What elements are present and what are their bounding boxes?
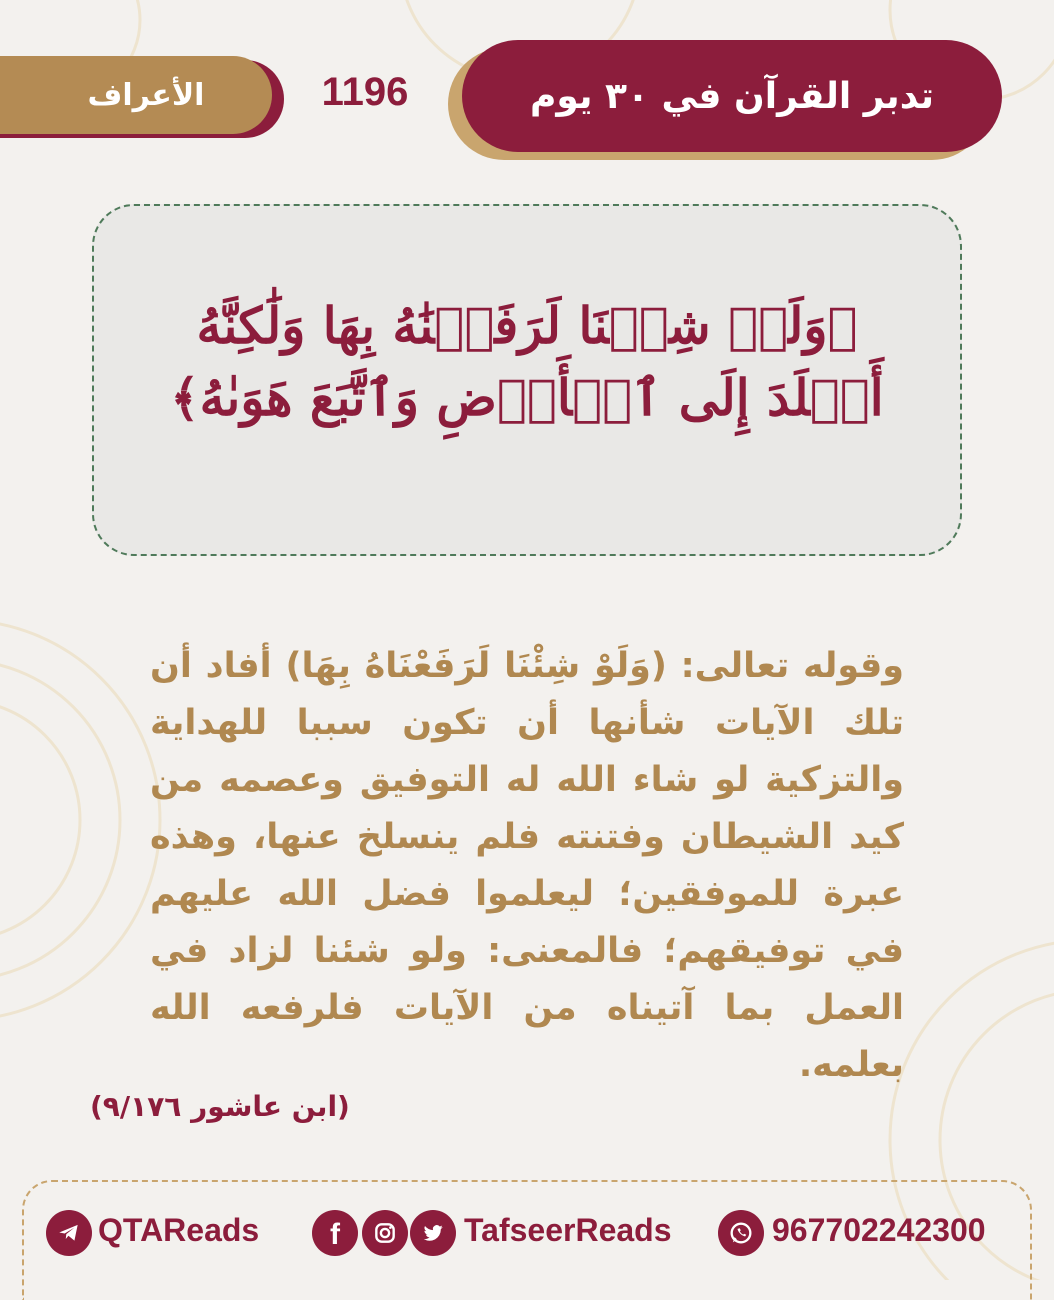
surah-name-banner [0, 56, 272, 134]
telegram-icon[interactable] [46, 1210, 92, 1256]
source-citation: (ابن عاشور ٩/١٧٦) [90, 1090, 350, 1123]
whatsapp-number[interactable]: 967702242300 [772, 1212, 986, 1248]
verse-line-1: ﴿وَلَوۡ شِئۡنَا لَرَفَعۡنَٰهُ بِهَا وَلَٰكِنَّهُ [196, 296, 858, 355]
whatsapp-icon[interactable] [718, 1210, 764, 1256]
instagram-icon[interactable] [362, 1210, 408, 1256]
series-title: تدبر القرآن في ٣٠ يوم [529, 75, 934, 117]
facebook-icon[interactable]: f [312, 1210, 358, 1256]
surah-name: الأعراف [87, 77, 205, 113]
social-handle[interactable]: TafseerReads [464, 1212, 672, 1248]
post-number: 1196 [321, 70, 409, 114]
telegram-handle[interactable]: QTAReads [98, 1212, 260, 1248]
twitter-icon[interactable] [410, 1210, 456, 1256]
quran-verse [120, 290, 934, 434]
series-title-banner [462, 40, 1002, 152]
tafseer-commentary: وقوله تعالى: (وَلَوْ شِئْنَا لَرَفَعْنَاهُ بِهَا) أفاد أن تلك الآيات شأنها أن تكون سببا للهداية والتزكية لو شاء الله له التوفيق وعصمه من كيد الشيطان وفتنته فلم ينسلخ عنها، وهذه عبرة للموفقين؛ ليعلموا فضل الله عليهم في توفيقهم؛ فالمعنى: ولو شئنا لزاد في العمل بما آتيناه من الآيات فلرفعه الله بعلمه. [150, 646, 904, 1085]
verse-line-2: أَخۡلَدَ إِلَى ٱلۡأَرۡضِ وَٱتَّبَعَ هَوَىٰهُ﴾ [170, 368, 884, 427]
